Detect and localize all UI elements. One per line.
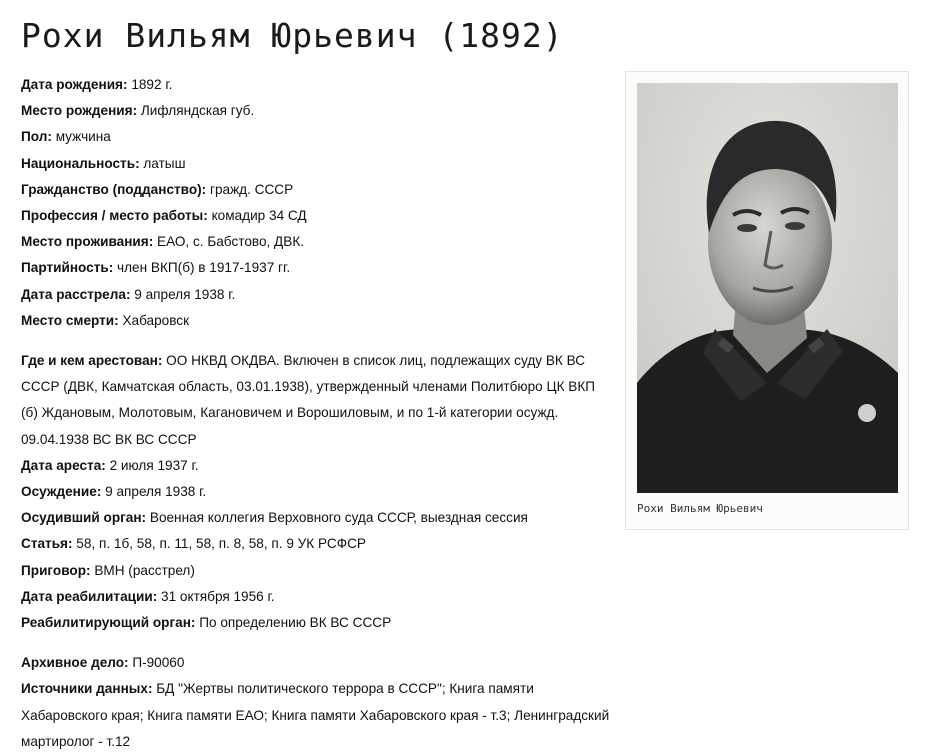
field-label: Архивное дело: [21, 655, 129, 671]
field-row [21, 348, 611, 453]
field-value: ОО НКВД ОКДВА. Включен в список лиц, подлежащих суду ВК ВС СССР (ДВК, Камчатская область, 03.01.1938), утвержденный членами Политбюро ЦК ВКП (б) Ждановым, Молотовым, Кагановичем и Ворошиловым, и по 1-й категории осужд. 09.04.1938 ВС ВК ВС СССР [21, 353, 596, 447]
field-row [21, 151, 611, 177]
biography-fields [21, 72, 611, 755]
field-row [21, 505, 611, 531]
field-row [21, 203, 611, 229]
field-value: член ВКП(б) в 1917-1937 гг. [117, 260, 291, 276]
field-row [21, 98, 611, 124]
field-label: Национальность: [21, 155, 140, 171]
field-row [21, 610, 611, 636]
field-label: Пол: [21, 129, 52, 145]
field-label: Осудивший орган: [21, 510, 147, 526]
field-row [21, 453, 611, 479]
field-row [21, 255, 611, 281]
field-value: 31 октября 1956 г. [161, 588, 275, 604]
field-row [21, 124, 611, 150]
field-value: П-90060 [132, 655, 185, 671]
field-value: комадир 34 СД [211, 208, 307, 224]
field-value: 2 июля 1937 г. [109, 457, 199, 473]
field-label: Место рождения: [21, 103, 138, 119]
field-row [21, 177, 611, 203]
photo-card [625, 71, 909, 530]
arrest-section [21, 348, 611, 636]
field-row [21, 282, 611, 308]
field-label: Дата расстрела: [21, 286, 131, 302]
field-row [21, 650, 611, 676]
field-value: ВМН (расстрел) [94, 562, 195, 578]
page-title: Рохи Вильям Юрьевич (1892) [21, 16, 564, 55]
personal-section [21, 72, 611, 334]
field-label: Место проживания: [21, 234, 154, 250]
field-row [21, 72, 611, 98]
field-label: Партийность: [21, 260, 114, 276]
field-row [21, 229, 611, 255]
field-label: Источники данных: [21, 681, 153, 697]
field-label: Где и кем арестован: [21, 353, 163, 369]
field-value: Лифляндская губ. [140, 103, 255, 119]
field-value: латыш [143, 155, 186, 171]
field-row [21, 308, 611, 334]
archive-section [21, 650, 611, 755]
field-value: 9 апреля 1938 г. [105, 484, 207, 500]
field-label: Статья: [21, 536, 73, 552]
field-value: Хабаровск [122, 312, 190, 328]
field-label: Место смерти: [21, 312, 119, 328]
field-label: Гражданство (подданство): [21, 181, 207, 197]
field-row [21, 479, 611, 505]
field-row [21, 558, 611, 584]
photo-caption: Рохи Вильям Юрьевич [637, 502, 763, 515]
field-row [21, 531, 611, 557]
field-label: Дата реабилитации: [21, 588, 158, 604]
field-value: 58, п. 1б, 58, п. 11, 58, п. 8, 58, п. 9 УК РСФСР [76, 536, 366, 552]
field-value: гражд. СССР [210, 181, 294, 197]
section-spacer [21, 636, 611, 650]
field-value: ЕАО, с. Бабстово, ДВК. [157, 234, 305, 250]
field-value: 9 апреля 1938 г. [134, 286, 236, 302]
field-label: Реабилитирующий орган: [21, 615, 196, 631]
field-value: 1892 г. [131, 77, 173, 92]
field-row [21, 584, 611, 610]
field-label: Осуждение: [21, 484, 102, 500]
portrait-photo [637, 83, 898, 493]
portrait-illustration [637, 83, 898, 493]
section-spacer [21, 334, 611, 348]
field-value: По определению ВК ВС СССР [199, 615, 392, 631]
field-label: Дата рождения: [21, 77, 128, 92]
field-label: Дата ареста: [21, 457, 106, 473]
field-label: Профессия / место работы: [21, 208, 208, 224]
field-label: Приговор: [21, 562, 91, 578]
field-value: БД "Жертвы политического террора в СССР"; Книга памяти Хабаровского края; Книга памяти ЕАО; Книга памяти Хабаровского края - т.3; Ленинградский мартиролог - т.12 [21, 681, 610, 749]
field-row [21, 676, 611, 755]
field-value: мужчина [55, 129, 111, 145]
field-value: Военная коллегия Верховного суда СССР, выездная сессия [149, 510, 528, 526]
